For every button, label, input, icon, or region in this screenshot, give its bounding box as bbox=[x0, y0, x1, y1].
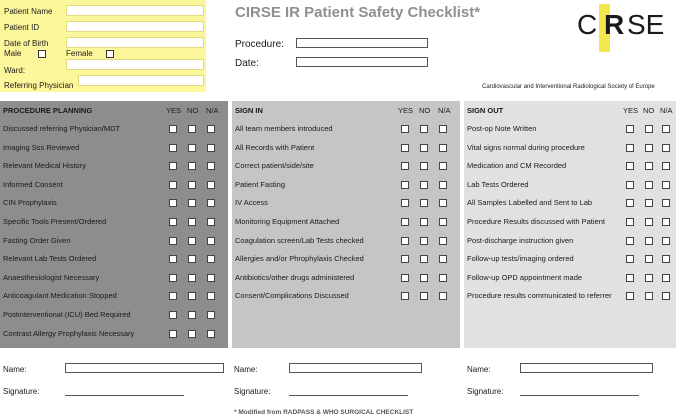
signature-label-2: Signature: bbox=[234, 387, 271, 396]
checklist-item-label: IV Access bbox=[235, 198, 268, 208]
checklist-item-label: Imaging Sss Reviewed bbox=[3, 142, 80, 152]
ward-label: Ward: bbox=[4, 66, 26, 75]
no-checkbox[interactable] bbox=[645, 237, 653, 245]
yes-checkbox[interactable] bbox=[626, 125, 634, 133]
no-checkbox[interactable] bbox=[188, 199, 196, 207]
no-checkbox[interactable] bbox=[645, 218, 653, 226]
sign-in-column bbox=[232, 101, 460, 348]
na-checkbox[interactable] bbox=[662, 181, 670, 189]
patient-id-field[interactable] bbox=[66, 21, 204, 32]
yes-checkbox[interactable] bbox=[169, 125, 177, 133]
procedure-label: Procedure: bbox=[235, 39, 284, 50]
no-checkbox[interactable] bbox=[645, 292, 653, 300]
na-header: N/A bbox=[438, 106, 451, 115]
yes-checkbox[interactable] bbox=[169, 162, 177, 170]
no-checkbox[interactable] bbox=[420, 218, 428, 226]
yes-checkbox[interactable] bbox=[401, 125, 409, 133]
yes-checkbox[interactable] bbox=[626, 181, 634, 189]
na-header: N/A bbox=[206, 106, 219, 115]
yes-checkbox[interactable] bbox=[169, 199, 177, 207]
no-header: NO bbox=[643, 106, 655, 115]
na-checkbox[interactable] bbox=[662, 144, 670, 152]
no-header: NO bbox=[419, 106, 431, 115]
checklist-item-label: All Samples Labelled and Sent to Lab bbox=[467, 198, 593, 208]
sign-in-heading: SIGN IN bbox=[235, 106, 263, 115]
procedure-field[interactable] bbox=[296, 38, 428, 48]
yes-checkbox[interactable] bbox=[401, 255, 409, 263]
yes-checkbox[interactable] bbox=[169, 330, 177, 338]
checklist-item-label: Anaesthesiologist Necessary bbox=[3, 272, 100, 282]
no-checkbox[interactable] bbox=[420, 199, 428, 207]
na-checkbox[interactable] bbox=[439, 237, 447, 245]
name-label-3: Name: bbox=[467, 365, 491, 374]
checklist-item-label: Specific Tools Present/Ordered bbox=[3, 217, 107, 226]
checklist-item-label: Follow-up OPD appointment made bbox=[467, 272, 583, 282]
checklist-item-label: Monitoring Equipment Attached bbox=[235, 217, 340, 226]
na-checkbox[interactable] bbox=[662, 274, 670, 282]
checklist-item-label: Allergies and/or Phrophylaxis Checked bbox=[235, 254, 364, 264]
yes-checkbox[interactable] bbox=[169, 311, 177, 319]
checklist-item-label: Vital signs normal during procedure bbox=[467, 142, 585, 152]
yes-checkbox[interactable] bbox=[401, 218, 409, 226]
checklist-item-label: Follow-up tests/imaging ordered bbox=[467, 254, 574, 264]
no-checkbox[interactable] bbox=[188, 255, 196, 263]
no-checkbox[interactable] bbox=[645, 144, 653, 152]
na-checkbox[interactable] bbox=[207, 125, 215, 133]
no-checkbox[interactable] bbox=[188, 274, 196, 282]
yes-checkbox[interactable] bbox=[169, 218, 177, 226]
no-checkbox[interactable] bbox=[420, 237, 428, 245]
checklist-item-label: Relevant Lab Tests Ordered bbox=[3, 254, 97, 264]
yes-checkbox[interactable] bbox=[626, 274, 634, 282]
yes-checkbox[interactable] bbox=[169, 237, 177, 245]
yes-checkbox[interactable] bbox=[169, 292, 177, 300]
na-checkbox[interactable] bbox=[662, 199, 670, 207]
no-checkbox[interactable] bbox=[645, 255, 653, 263]
na-checkbox[interactable] bbox=[207, 144, 215, 152]
logo-letter-r: R bbox=[604, 9, 625, 40]
name-field-3[interactable] bbox=[520, 363, 653, 373]
checklist-item-label: Informed Consent bbox=[3, 179, 63, 189]
na-checkbox[interactable] bbox=[662, 162, 670, 170]
referring-physician-label: Referring Physician bbox=[4, 81, 74, 90]
checklist-item-label: All Records with Patient bbox=[235, 142, 315, 152]
yes-checkbox[interactable] bbox=[169, 274, 177, 282]
male-checkbox[interactable] bbox=[38, 50, 46, 58]
na-checkbox[interactable] bbox=[439, 199, 447, 207]
no-checkbox[interactable] bbox=[188, 125, 196, 133]
checklist-item-label: Anticoagulant Medication Stopped bbox=[3, 291, 117, 301]
yes-checkbox[interactable] bbox=[401, 199, 409, 207]
checklist-item-label: Consent/Complications Discussed bbox=[235, 291, 349, 301]
yes-checkbox[interactable] bbox=[401, 292, 409, 300]
yes-checkbox[interactable] bbox=[169, 144, 177, 152]
yes-header: YES bbox=[166, 106, 182, 115]
no-checkbox[interactable] bbox=[188, 144, 196, 152]
date-label: Date: bbox=[235, 58, 259, 69]
signature-line-3[interactable] bbox=[520, 395, 639, 396]
checklist-item-label: Correct patient/side/site bbox=[235, 161, 314, 171]
no-checkbox[interactable] bbox=[188, 218, 196, 226]
procedure-planning-heading: PROCEDURE PLANNING bbox=[3, 106, 93, 115]
checklist-item-label: Post-op Note Written bbox=[467, 124, 537, 133]
yes-checkbox[interactable] bbox=[626, 144, 634, 152]
ward-field[interactable] bbox=[66, 59, 204, 70]
yes-checkbox[interactable] bbox=[626, 199, 634, 207]
na-checkbox[interactable] bbox=[207, 181, 215, 189]
no-checkbox[interactable] bbox=[645, 199, 653, 207]
na-checkbox[interactable] bbox=[662, 255, 670, 263]
patient-name-field[interactable] bbox=[66, 5, 204, 16]
checklist-item-label: CIN Prophylaxis bbox=[3, 198, 57, 208]
na-checkbox[interactable] bbox=[207, 218, 215, 226]
checklist-item-label: Procedure Results discussed with Patient bbox=[467, 217, 605, 226]
checklist-item-label: Fasting Order Given bbox=[3, 235, 71, 245]
na-checkbox[interactable] bbox=[439, 274, 447, 282]
no-checkbox[interactable] bbox=[645, 274, 653, 282]
no-checkbox[interactable] bbox=[188, 237, 196, 245]
name-label-2: Name: bbox=[234, 365, 258, 374]
na-checkbox[interactable] bbox=[439, 144, 447, 152]
dob-label: Date of Birth bbox=[4, 39, 49, 48]
female-label: Female bbox=[66, 49, 93, 58]
name-field-1[interactable] bbox=[65, 363, 224, 373]
na-checkbox[interactable] bbox=[207, 292, 215, 300]
name-label-1: Name: bbox=[3, 365, 27, 374]
no-checkbox[interactable] bbox=[188, 330, 196, 338]
patient-info-panel bbox=[0, 0, 206, 92]
yes-checkbox[interactable] bbox=[626, 292, 634, 300]
page-title: CIRSE IR Patient Safety Checklist* bbox=[235, 4, 481, 21]
checklist-item-label: Post-discharge instruction given bbox=[467, 235, 574, 245]
cirse-logo bbox=[577, 4, 676, 52]
no-checkbox[interactable] bbox=[420, 162, 428, 170]
yes-checkbox[interactable] bbox=[169, 181, 177, 189]
dob-field[interactable] bbox=[66, 37, 204, 48]
na-checkbox[interactable] bbox=[662, 292, 670, 300]
male-label: Male bbox=[4, 49, 22, 58]
society-name: Cardiovascular and Interventional Radiological Society of Europe bbox=[482, 84, 655, 90]
na-checkbox[interactable] bbox=[439, 255, 447, 263]
no-checkbox[interactable] bbox=[645, 162, 653, 170]
date-field[interactable] bbox=[296, 57, 428, 67]
no-checkbox[interactable] bbox=[420, 255, 428, 263]
footnote: * Modified from RADPASS & WHO SURGICAL CHECKLIST bbox=[234, 409, 414, 416]
yes-checkbox[interactable] bbox=[626, 237, 634, 245]
na-checkbox[interactable] bbox=[662, 218, 670, 226]
checklist-item-label: Lab Tests Ordered bbox=[467, 179, 529, 189]
no-checkbox[interactable] bbox=[420, 125, 428, 133]
checklist-item-label: Antibiotics/other drugs administered bbox=[235, 272, 355, 282]
no-checkbox[interactable] bbox=[188, 311, 196, 319]
na-checkbox[interactable] bbox=[439, 218, 447, 226]
no-checkbox[interactable] bbox=[420, 181, 428, 189]
sign-out-column bbox=[464, 101, 676, 348]
procedure-planning-column bbox=[0, 101, 228, 348]
checklist-item-label: Medication and CM Recorded bbox=[467, 161, 567, 171]
checklist-item-label: All team members introduced bbox=[235, 124, 333, 133]
yes-checkbox[interactable] bbox=[626, 255, 634, 263]
checklist-item-label: Contrast Allergy Prophylaxis Necessary bbox=[3, 328, 135, 338]
checklist-item-label: Procedure results communicated to referrer bbox=[467, 291, 612, 301]
na-checkbox[interactable] bbox=[662, 237, 670, 245]
patient-name-label: Patient Name bbox=[4, 7, 53, 16]
yes-checkbox[interactable] bbox=[169, 255, 177, 263]
na-header: N/A bbox=[660, 106, 673, 115]
no-checkbox[interactable] bbox=[188, 162, 196, 170]
signature-line-1[interactable] bbox=[65, 395, 184, 396]
no-checkbox[interactable] bbox=[188, 292, 196, 300]
no-checkbox[interactable] bbox=[645, 125, 653, 133]
yes-checkbox[interactable] bbox=[401, 144, 409, 152]
yes-checkbox[interactable] bbox=[626, 162, 634, 170]
na-checkbox[interactable] bbox=[207, 274, 215, 282]
na-checkbox[interactable] bbox=[207, 162, 215, 170]
patient-id-label: Patient ID bbox=[4, 23, 40, 32]
yes-header: YES bbox=[398, 106, 414, 115]
na-checkbox[interactable] bbox=[207, 199, 215, 207]
yes-header: YES bbox=[623, 106, 639, 115]
no-checkbox[interactable] bbox=[420, 144, 428, 152]
logo-letter-c: C bbox=[577, 9, 598, 40]
referring-physician-field[interactable] bbox=[78, 75, 204, 86]
no-checkbox[interactable] bbox=[420, 292, 428, 300]
yes-checkbox[interactable] bbox=[401, 181, 409, 189]
checklist-item-label: Postinterventional (ICU) Bed Required bbox=[3, 310, 131, 319]
no-checkbox[interactable] bbox=[420, 274, 428, 282]
no-header: NO bbox=[187, 106, 199, 115]
yes-checkbox[interactable] bbox=[401, 162, 409, 170]
logo-letters-se: SE bbox=[627, 9, 665, 40]
na-checkbox[interactable] bbox=[207, 311, 215, 319]
checklist-item-label: Discussed referring Physician/MDT bbox=[3, 124, 121, 133]
na-checkbox[interactable] bbox=[662, 125, 670, 133]
na-checkbox[interactable] bbox=[207, 237, 215, 245]
checklist-item-label: Coagulation screen/Lab Tests checked bbox=[235, 235, 364, 245]
na-checkbox[interactable] bbox=[439, 292, 447, 300]
name-field-2[interactable] bbox=[289, 363, 422, 373]
no-checkbox[interactable] bbox=[188, 181, 196, 189]
signature-label-3: Signature: bbox=[467, 387, 504, 396]
na-checkbox[interactable] bbox=[207, 330, 215, 338]
na-checkbox[interactable] bbox=[439, 181, 447, 189]
female-checkbox[interactable] bbox=[106, 50, 114, 58]
sign-out-heading: SIGN OUT bbox=[467, 106, 504, 115]
yes-checkbox[interactable] bbox=[401, 274, 409, 282]
na-checkbox[interactable] bbox=[439, 162, 447, 170]
na-checkbox[interactable] bbox=[207, 255, 215, 263]
checklist-item-label: Relevant Medical History bbox=[3, 161, 86, 171]
checklist-item-label: Patient Fasting bbox=[235, 179, 286, 189]
na-checkbox[interactable] bbox=[439, 125, 447, 133]
yes-checkbox[interactable] bbox=[401, 237, 409, 245]
yes-checkbox[interactable] bbox=[626, 218, 634, 226]
signature-label-1: Signature: bbox=[3, 387, 40, 396]
signature-line-2[interactable] bbox=[289, 395, 408, 396]
no-checkbox[interactable] bbox=[645, 181, 653, 189]
